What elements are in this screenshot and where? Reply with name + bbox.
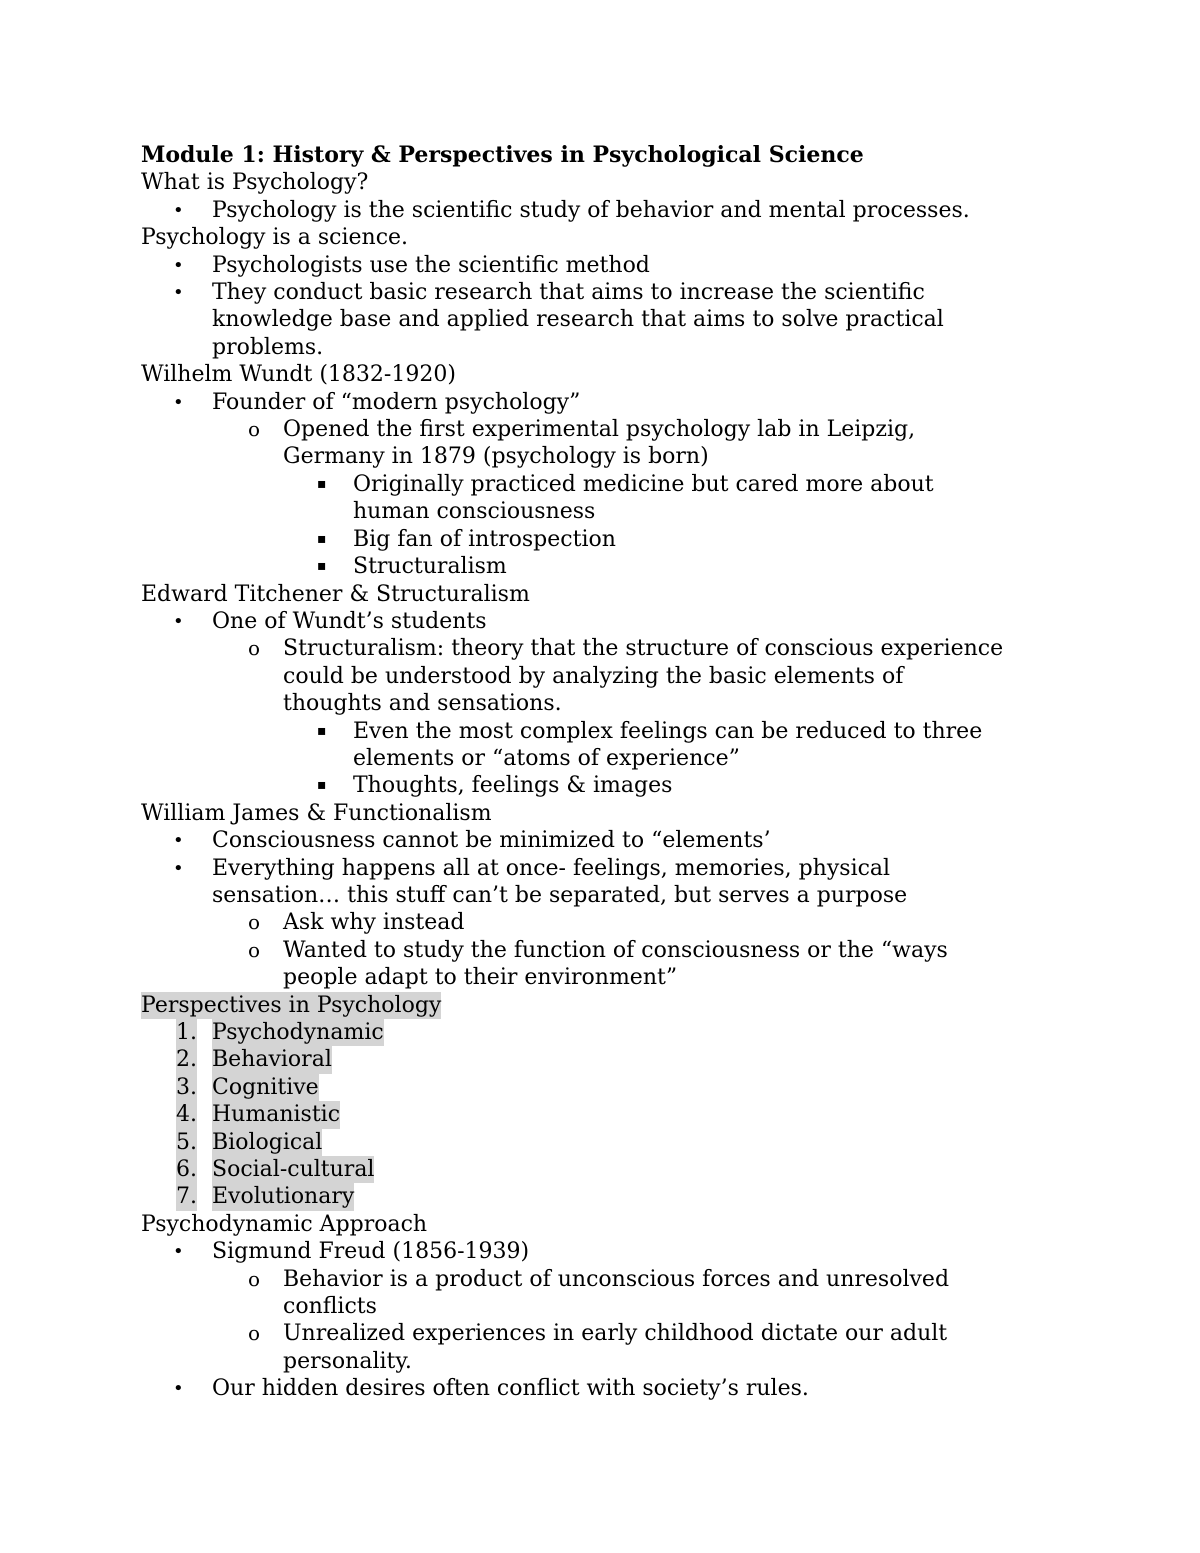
list-item [141, 635, 1081, 662]
bullet-circle-icon: o [248, 1266, 261, 1291]
line-text: Psychology is a science. [141, 225, 409, 251]
line-text: William James & Functionalism [141, 800, 492, 826]
bullet-disc-icon: • [173, 282, 184, 304]
line-text: people adapt to their environment” [283, 965, 678, 991]
list-item [141, 855, 1081, 882]
numbered-list-item [141, 1019, 1081, 1046]
list-item-continuation [141, 1293, 1081, 1320]
list-item [141, 252, 1081, 279]
list-item [141, 553, 1081, 580]
bullet-circle-icon: o [248, 1321, 261, 1346]
bullet-square-icon: ▪ [317, 558, 327, 575]
bullet-circle-icon: o [248, 910, 261, 935]
section-heading [141, 1211, 1081, 1238]
document-page [141, 142, 1081, 1403]
list-number: 7. [176, 1184, 197, 1210]
line-text: elements or “atoms of experience” [353, 745, 740, 771]
line-text: Psychologists use the scientific method [212, 252, 650, 278]
line-text: Social-cultural [212, 1157, 375, 1183]
bullet-disc-icon: • [173, 830, 184, 852]
bullet-disc-icon: • [173, 1241, 184, 1263]
bullet-square-icon: ▪ [317, 777, 327, 794]
list-item-continuation [141, 498, 1081, 525]
list-item [141, 416, 1081, 443]
list-item [141, 471, 1081, 498]
line-text: They conduct basic research that aims to increase the scientific [212, 280, 925, 306]
section-heading [141, 224, 1081, 251]
line-text: problems. [212, 334, 324, 360]
line-text: Even the most complex feelings can be reduced to three [353, 718, 983, 744]
document-body [141, 169, 1081, 1402]
bullet-disc-icon: • [173, 857, 184, 879]
list-item [141, 1320, 1081, 1347]
list-number: 3. [176, 1074, 197, 1100]
bullet-circle-icon: o [248, 937, 261, 962]
list-item [141, 937, 1081, 964]
line-text: sensation… this stuff can’t be separated, but serves a purpose [212, 882, 908, 908]
list-item [141, 197, 1081, 224]
list-item [141, 827, 1081, 854]
section-heading [141, 581, 1081, 608]
line-text: Perspectives in Psychology [141, 992, 442, 1018]
line-text: Cognitive [212, 1074, 319, 1100]
line-text: Germany in 1879 (psychology is born) [283, 444, 709, 470]
bullet-circle-icon: o [248, 636, 261, 661]
bullet-disc-icon: • [173, 254, 184, 276]
line-text: Edward Titchener & Structuralism [141, 581, 530, 607]
line-text: Opened the first experimental psychology lab in Leipzig, [283, 417, 916, 443]
line-text: Evolutionary [212, 1184, 355, 1210]
numbered-list-item [141, 1074, 1081, 1101]
line-text: Sigmund Freud (1856-1939) [212, 1239, 530, 1265]
list-item-continuation [141, 690, 1081, 717]
numbered-list-item [141, 1183, 1081, 1210]
line-text: Unrealized experiences in early childhood dictate our adult [283, 1321, 948, 1347]
section-heading [141, 361, 1081, 388]
line-text: Everything happens all at once- feelings, memories, physical [212, 855, 891, 881]
line-text: Psychodynamic Approach [141, 1211, 428, 1237]
line-text: Humanistic [212, 1102, 341, 1128]
list-item [141, 279, 1081, 306]
line-text: Big fan of introspection [353, 526, 616, 552]
list-item-continuation [141, 443, 1081, 470]
list-item-continuation [141, 1348, 1081, 1375]
line-text: Consciousness cannot be minimized to “elements’ [212, 828, 771, 854]
bullet-disc-icon: • [173, 610, 184, 632]
list-item [141, 909, 1081, 936]
list-number: 4. [176, 1102, 197, 1128]
bullet-disc-icon: • [173, 199, 184, 221]
line-text: Structuralism: theory that the structure of conscious experience [283, 636, 1004, 662]
line-text: personality. [283, 1348, 412, 1374]
list-item-continuation [141, 964, 1081, 991]
bullet-disc-icon: • [173, 1378, 184, 1400]
list-item-continuation [141, 882, 1081, 909]
numbered-list-item [141, 1129, 1081, 1156]
list-item [141, 1238, 1081, 1265]
line-text: could be understood by analyzing the basic elements of [283, 663, 904, 689]
line-text: What is Psychology? [141, 170, 369, 196]
line-text: thoughts and sensations. [283, 691, 562, 717]
line-text: human consciousness [353, 499, 596, 525]
list-number: 6. [176, 1157, 197, 1183]
line-text: Behavioral [212, 1047, 332, 1073]
line-text: Our hidden desires often conflict with society’s rules. [212, 1376, 809, 1402]
bullet-square-icon: ▪ [317, 530, 327, 547]
numbered-list-item [141, 1101, 1081, 1128]
section-heading [141, 169, 1081, 196]
line-text: Psychodynamic [212, 1020, 384, 1045]
line-text: One of Wundt’s students [212, 608, 487, 634]
list-item-continuation [141, 334, 1081, 361]
line-text: Originally practiced medicine but cared more about [353, 471, 934, 497]
list-item [141, 389, 1081, 416]
list-item [141, 526, 1081, 553]
line-text: Wilhelm Wundt (1832-1920) [141, 362, 456, 388]
list-item-continuation [141, 663, 1081, 690]
line-text: Behavior is a product of unconscious forces and unresolved [283, 1266, 950, 1292]
line-text: conflicts [283, 1294, 377, 1320]
list-item [141, 1266, 1081, 1293]
list-number: 1. [176, 1020, 197, 1045]
numbered-list-item [141, 1046, 1081, 1073]
list-item-continuation [141, 306, 1081, 333]
document-title: Module 1: History & Perspectives in Psychological Science [141, 142, 864, 168]
bullet-square-icon: ▪ [317, 475, 327, 492]
list-item-continuation [141, 745, 1081, 772]
section-heading [141, 992, 1081, 1019]
bullet-circle-icon: o [248, 417, 261, 442]
list-item [141, 608, 1081, 635]
list-item [141, 718, 1081, 745]
line-text: Structuralism [353, 554, 507, 580]
list-number: 5. [176, 1129, 197, 1155]
list-item [141, 772, 1081, 799]
line-text: Thoughts, feelings & images [353, 773, 673, 799]
numbered-list-item [141, 1156, 1081, 1183]
list-item [141, 1375, 1081, 1402]
line-text: Wanted to study the function of consciousness or the “ways [283, 937, 948, 963]
line-text: Psychology is the scientific study of behavior and mental processes. [212, 197, 970, 223]
section-heading [141, 800, 1081, 827]
bullet-disc-icon: • [173, 391, 184, 413]
line-text: Founder of “modern psychology” [212, 389, 581, 415]
line-text: Biological [212, 1129, 323, 1155]
bullet-square-icon: ▪ [317, 722, 327, 739]
line-text: Ask why instead [283, 910, 465, 936]
line-text: knowledge base and applied research that aims to solve practical [212, 307, 944, 333]
list-number: 2. [176, 1047, 197, 1073]
